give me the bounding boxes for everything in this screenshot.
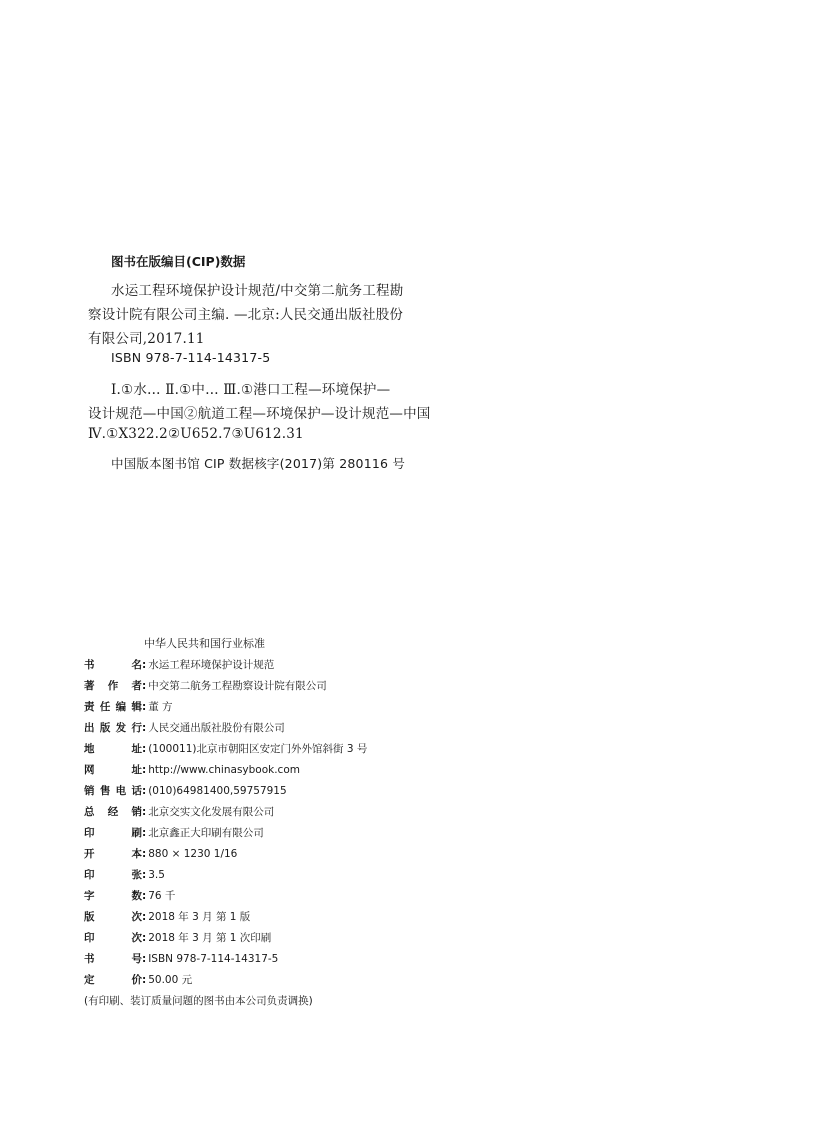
- imprint-value: 北京交实文化发展有限公司: [148, 806, 275, 818]
- imprint-value: 人民交通出版社股份有限公司: [148, 722, 285, 734]
- imprint-value: 880 × 1230 1/16: [148, 848, 238, 860]
- imprint-label: 网址: [84, 764, 142, 776]
- imprint-row: 印张: 3.5: [84, 869, 165, 881]
- imprint-label: 著作者: [84, 680, 142, 692]
- imprint-value: 北京鑫正大印刷有限公司: [148, 827, 264, 839]
- imprint-row: 印刷: 北京鑫正大印刷有限公司: [84, 827, 264, 839]
- imprint-value: http://www.chinasybook.com: [148, 764, 300, 776]
- cip-isbn: ISBN 978-7-114-14317-5: [111, 350, 271, 365]
- standard-title: 中华人民共和国行业标准: [144, 637, 265, 650]
- imprint-label: 印次: [84, 932, 142, 944]
- imprint-label: 地址: [84, 743, 142, 755]
- imprint-row: 开本: 880 × 1230 1/16: [84, 848, 238, 860]
- imprint-label: 版次: [84, 911, 142, 923]
- imprint-row: 著作者: 中交第二航务工程勘察设计院有限公司: [84, 680, 327, 692]
- cip-line-2: 察设计院有限公司主编. —北京:人民交通出版社股份: [88, 307, 404, 323]
- imprint-label: 总经销: [84, 806, 142, 818]
- quality-note: (有印刷、装订质量问题的图书由本公司负责调换): [84, 995, 313, 1007]
- imprint-row: 印次: 2018 年 3 月 第 1 次印刷: [84, 932, 272, 944]
- imprint-label: 字数: [84, 890, 142, 902]
- imprint-value: (010)64981400,59757915: [148, 785, 287, 797]
- cip-number: 中国版本图书馆 CIP 数据核字(2017)第 280116 号: [111, 456, 406, 471]
- imprint-value: 中交第二航务工程勘察设计院有限公司: [148, 680, 327, 692]
- imprint-value: (100011)北京市朝阳区安定门外外馆斜街 3 号: [148, 743, 368, 755]
- imprint-row: 字数: 76 千: [84, 890, 176, 902]
- imprint-label: 责任编辑: [84, 701, 142, 713]
- imprint-row: 销售电话: (010)64981400,59757915: [84, 785, 287, 797]
- imprint-value: 50.00 元: [148, 974, 193, 986]
- imprint-row: 书名: 水运工程环境保护设计规范: [84, 659, 275, 671]
- imprint-row: 定价: 50.00 元: [84, 974, 193, 986]
- cip-title: 图书在版编目(CIP)数据: [111, 254, 246, 269]
- imprint-label: 印张: [84, 869, 142, 881]
- imprint-label: 开本: [84, 848, 142, 860]
- imprint-label: 出版发行: [84, 722, 142, 734]
- imprint-value: ISBN 978-7-114-14317-5: [148, 953, 279, 965]
- imprint-label: 印刷: [84, 827, 142, 839]
- cip-line-1: 水运工程环境保护设计规范/中交第二航务工程勘: [111, 283, 404, 299]
- imprint-row: 地址: (100011)北京市朝阳区安定门外外馆斜街 3 号: [84, 743, 368, 755]
- cip-classification-1: Ⅰ.①水… Ⅱ.①中… Ⅲ.①港口工程—环境保护—: [111, 382, 391, 398]
- imprint-value: 2018 年 3 月 第 1 次印刷: [148, 932, 272, 944]
- imprint-value: 董 方: [148, 701, 173, 713]
- imprint-label: 书号: [84, 953, 142, 965]
- imprint-row: 版次: 2018 年 3 月 第 1 版: [84, 911, 251, 923]
- imprint-value: 2018 年 3 月 第 1 版: [148, 911, 251, 923]
- cip-line-3: 有限公司,2017.11: [88, 331, 205, 347]
- cip-classification-2: 设计规范—中国②航道工程—环境保护—设计规范—中国: [88, 406, 431, 422]
- imprint-row: 网址: http://www.chinasybook.com: [84, 764, 300, 776]
- imprint-row: 责任编辑: 董 方: [84, 701, 173, 713]
- imprint-label: 销售电话: [84, 785, 142, 797]
- imprint-row: 书号: ISBN 978-7-114-14317-5: [84, 953, 279, 965]
- imprint-value: 3.5: [148, 869, 165, 881]
- imprint-value: 水运工程环境保护设计规范: [148, 659, 275, 671]
- imprint-label: 书名: [84, 659, 142, 671]
- imprint-label: 定价: [84, 974, 142, 986]
- cip-classification-3: Ⅳ.①X322.2②U652.7③U612.31: [88, 426, 304, 442]
- imprint-row: 总经销: 北京交实文化发展有限公司: [84, 806, 275, 818]
- imprint-row: 出版发行: 人民交通出版社股份有限公司: [84, 722, 285, 734]
- imprint-value: 76 千: [148, 890, 176, 902]
